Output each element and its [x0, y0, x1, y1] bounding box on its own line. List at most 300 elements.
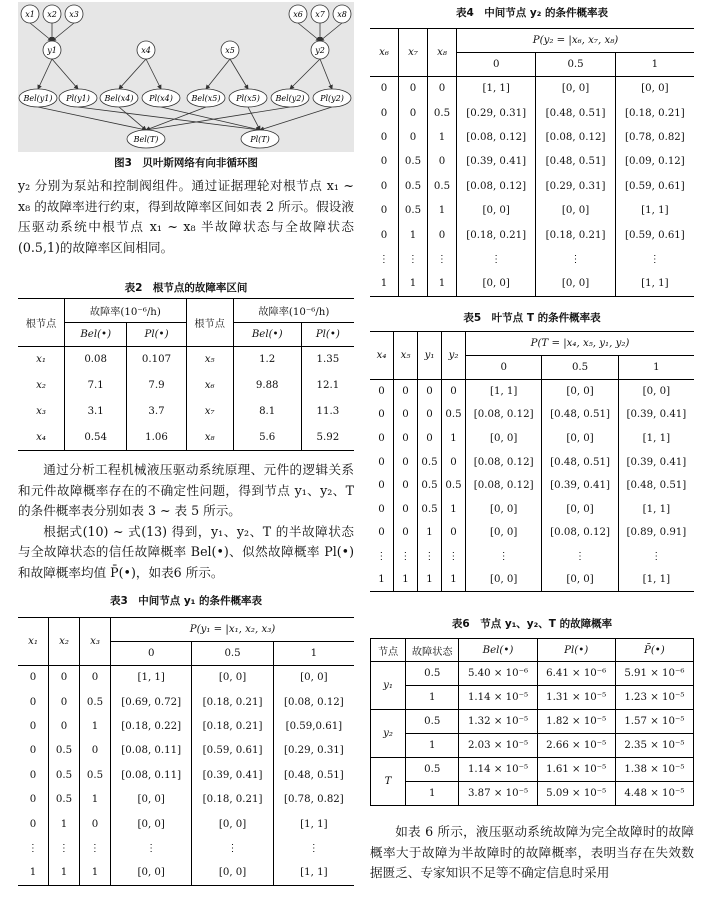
table-row: [370, 272, 694, 296]
table-cell: 4.48 × 10⁻⁵: [615, 782, 693, 806]
node-label: Bel(y1): [23, 94, 53, 103]
table-row: [371, 710, 694, 734]
header-root: 根节点: [25, 319, 57, 330]
paragraph-text: 通过分析工程机械液压驱动系统原理、元件的逻辑关系和元件故障概率存在的不确定性问题，得到节点 y₁、y₂、T 的条件概率表分别如表 3 ~ 表 5 所示。: [18, 462, 354, 518]
table-cell: [0, 0]: [192, 666, 273, 690]
table-cell: 7.1: [65, 373, 127, 399]
header-cell: Bel(•): [482, 644, 514, 656]
table-cell: 0: [428, 223, 457, 247]
node-label: x3: [69, 10, 79, 19]
table-cell: [0.39, 0.41]: [542, 474, 618, 498]
table-cell: 0: [399, 125, 428, 149]
table-row: [370, 380, 694, 404]
table-cell: [0.59,0.61]: [273, 714, 354, 738]
table-cell: [1, 1]: [618, 427, 694, 451]
table-cell: [0.29, 0.31]: [273, 739, 354, 763]
table-row: [371, 734, 694, 758]
table-cell: 1: [428, 198, 457, 222]
table-cell: 1: [399, 272, 428, 296]
table-cell: ⋮: [536, 247, 615, 271]
header-cell: P̄(•): [643, 644, 665, 656]
table-cell: 1: [406, 734, 459, 758]
table-cell: 0.5: [428, 101, 457, 125]
table-cell: 1: [442, 427, 466, 451]
table-cell: 1: [29, 867, 37, 879]
table-cell: [0, 0]: [457, 198, 536, 222]
var-header: x₃: [90, 636, 100, 647]
table-cell: 0.5: [399, 150, 428, 174]
table-cell: 11.3: [301, 399, 354, 425]
table-cell: 1: [49, 812, 80, 836]
table-cell: [0.08, 0.12]: [273, 690, 354, 714]
table-cell: 0: [378, 527, 385, 539]
table-cell: 0: [399, 101, 428, 125]
table-cell: 0: [428, 150, 457, 174]
table-cell: 0: [428, 77, 457, 101]
table-cell: [0.08, 0.12]: [466, 403, 542, 427]
table-cell: [0, 0]: [542, 380, 618, 404]
table-cell: [0, 0]: [466, 521, 542, 545]
network-node: [142, 89, 180, 107]
node-label: Pl(T): [250, 135, 270, 144]
table-cell: [0, 0]: [466, 427, 542, 451]
table-cell: 0: [29, 696, 37, 708]
table-cell: [0.09, 0.12]: [615, 150, 694, 174]
table-cell: 1: [442, 568, 466, 592]
table-cell: 0: [394, 521, 418, 545]
node-label: y2: [315, 46, 325, 55]
table-cell: [0.48, 0.51]: [273, 763, 354, 787]
table-cell: 0: [394, 427, 418, 451]
network-node: [43, 41, 61, 59]
table6-caption: 表6 节点 y₁、y₂、T 的故障概率: [451, 618, 613, 630]
table-cell: x₃: [36, 406, 46, 417]
table2: [18, 298, 354, 451]
table-cell: [0.48, 0.51]: [536, 101, 615, 125]
table-cell: 0: [394, 450, 418, 474]
header-rate: 故障率(10⁻⁶/h): [65, 299, 187, 323]
node-label: Bel(T): [133, 135, 159, 144]
var-header: x₆: [379, 47, 389, 58]
table-cell: 0: [418, 427, 442, 451]
table-cell: [0, 0]: [111, 787, 192, 811]
table-cell: [0.08, 0.12]: [457, 125, 536, 149]
table-cell: [0.69, 0.72]: [111, 690, 192, 714]
paragraph-text: 如表 6 所示，液压驱动系统故障为完全故障时的故障概率大于故障为半故障时的故障概率，表明当存在失效数据匮乏、专家知识不足等不确定信息时采用: [370, 824, 694, 880]
table-cell: 0: [394, 497, 418, 521]
table-row: [18, 666, 354, 690]
table-cell: [0.48, 0.51]: [542, 450, 618, 474]
table-row: [371, 782, 694, 806]
table-cell: 0: [380, 107, 388, 119]
figure-caption: 图3 贝叶斯网络有向非循环图: [114, 157, 258, 169]
table-cell: 1: [442, 497, 466, 521]
table-cell: 1: [418, 568, 442, 592]
table-cell: 0: [394, 474, 418, 498]
table-cell: ⋮: [399, 247, 428, 271]
table-cell: 1: [49, 861, 80, 885]
table-cell: [0.48, 0.51]: [618, 474, 694, 498]
table-cell: 0: [80, 666, 111, 690]
table-cell: 0.5: [49, 763, 80, 787]
table-cell: 0: [380, 205, 388, 217]
table-cell: 0: [378, 409, 385, 421]
table-cell: [0.18, 0.21]: [192, 690, 273, 714]
table-cell: 0: [418, 380, 442, 404]
table-cell: 0: [442, 380, 466, 404]
node-label: x5: [225, 46, 235, 55]
table-cell: [0.59, 0.61]: [192, 739, 273, 763]
var-header: x₈: [437, 47, 447, 58]
table-cell: 0: [378, 432, 385, 444]
table-cell: [1, 1]: [615, 198, 694, 222]
state-header: 0.5: [536, 53, 615, 77]
table-cell: 1.31 × 10⁻⁵: [537, 686, 615, 710]
table-row: [370, 198, 694, 222]
table-cell: 0.54: [65, 425, 127, 451]
table-cell: 8.1: [233, 399, 301, 425]
table-cell: [0.59, 0.61]: [615, 174, 694, 198]
table-row: [18, 812, 354, 836]
table-cell: [0.18, 0.21]: [192, 787, 273, 811]
node-label: x4: [141, 46, 151, 55]
table-cell: 1.61 × 10⁻⁵: [537, 758, 615, 782]
table-row: [370, 521, 694, 545]
table-cell: 0: [394, 380, 418, 404]
node-label: x8: [337, 10, 347, 19]
table-cell: [1, 1]: [466, 380, 542, 404]
paragraph-text: 根据式(10) ~ 式(13) 得到，y₁、y₂、T 的半故障状态与全故障状态的信任故障概率 Bel(•)、似然故障概率 Pl(•) 和故障概率均值 P̄(•)，如表6 所示。: [18, 523, 354, 580]
table-cell: 1.06: [127, 425, 186, 451]
table-cell: [0, 0]: [615, 77, 694, 101]
header-bel: Bel(•): [251, 329, 283, 340]
network-node: [229, 89, 267, 107]
table-row: [371, 758, 694, 782]
table-cell: 0.5: [418, 450, 442, 474]
table-row: [370, 125, 694, 149]
node-label: Pl(x4): [149, 94, 173, 103]
table-cell: 0.08: [65, 347, 127, 373]
paragraph-text: y₂ 分别为泵站和控制阀组件。通过证据理轮对根节点 x₁ ~ x₈ 的故障率进行约束，得到故障率区间如表 2 所示。假设液压驱动系统中根节点 x₁ ~ x₈ 半故障状态与全故障状态(0.5,1)的故障率区间相同。: [18, 178, 354, 255]
node-label: Pl(y2): [320, 94, 344, 103]
header-pl: Pl(•): [315, 329, 340, 340]
var-header: x₇: [408, 47, 418, 58]
table-cell: 0: [442, 450, 466, 474]
table-cell: [1, 1]: [273, 861, 354, 885]
state-header: 1: [273, 642, 354, 666]
table-cell: 6.41 × 10⁻⁶: [537, 662, 615, 686]
network-node: [333, 5, 351, 23]
table-cell: 5.91 × 10⁻⁶: [615, 662, 693, 686]
table-cell: 3.87 × 10⁻⁵: [459, 782, 537, 806]
var-header: y₂: [448, 350, 459, 361]
header-bel: Bel(•): [80, 329, 112, 340]
table-cell: 0.5: [442, 403, 466, 427]
table-cell: 1: [406, 782, 459, 806]
table-row: [370, 497, 694, 521]
table-cell: 0: [29, 769, 37, 781]
table-cell: 0: [380, 229, 388, 241]
table-cell: 1: [378, 574, 385, 586]
node-label: Bel(x4): [104, 94, 134, 103]
var-header: x₁: [28, 636, 38, 647]
table-cell: [1, 1]: [273, 812, 354, 836]
table-cell: 0: [378, 456, 385, 468]
table-cell: 0: [29, 818, 37, 830]
table-row: [370, 150, 694, 174]
network-node: [43, 5, 61, 23]
table-cell: 0: [29, 720, 37, 732]
table-cell: 0.5: [418, 497, 442, 521]
table-cell: ⋮: [376, 550, 387, 562]
table-row: [370, 427, 694, 451]
node-label: x6: [293, 10, 303, 19]
table-row: [370, 223, 694, 247]
table-cell: [0, 0]: [466, 568, 542, 592]
table-row: [370, 450, 694, 474]
table-cell: 1.23 × 10⁻⁵: [615, 686, 693, 710]
table-cell: [0.59, 0.61]: [615, 223, 694, 247]
node-label: x7: [315, 10, 325, 19]
table-row: [370, 101, 694, 125]
table-cell: 1: [394, 568, 418, 592]
table-cell: [0.08, 0.12]: [536, 125, 615, 149]
table-cell: 1.32 × 10⁻⁵: [459, 710, 537, 734]
table-cell: ⋮: [378, 253, 390, 265]
paragraph-intro: [18, 176, 354, 258]
table-cell: [0, 0]: [618, 380, 694, 404]
table-cell: 5.6: [233, 425, 301, 451]
table-cell: [0.89, 0.91]: [618, 521, 694, 545]
table-cell: [0.18, 0.21]: [457, 223, 536, 247]
table-cell: ⋮: [418, 545, 442, 569]
table-cell: 0.5: [49, 739, 80, 763]
table-cell: 0: [418, 403, 442, 427]
header-cell: Pl(•): [564, 644, 589, 656]
table-cell: [0.39, 0.41]: [618, 403, 694, 427]
table-cell: [0, 0]: [192, 861, 273, 885]
node-cell: y₁: [383, 680, 393, 691]
table-cell: 1: [399, 223, 428, 247]
var-header: x₅: [400, 350, 411, 361]
table-cell: 1.35: [301, 347, 354, 373]
table-cell: 5.92: [301, 425, 354, 451]
table-cell: 0: [442, 521, 466, 545]
table-cell: [0.48, 0.51]: [536, 150, 615, 174]
table-cell: 1: [80, 787, 111, 811]
table-row: [18, 425, 354, 451]
table-cell: 1: [380, 278, 388, 290]
table5-caption: 表5 叶节点 T 的条件概率表: [463, 312, 601, 324]
table-cell: 0.5: [442, 474, 466, 498]
table-row: [371, 686, 694, 710]
network-node: [221, 41, 239, 59]
table-cell: [0.08, 0.11]: [111, 739, 192, 763]
table-row: [18, 836, 354, 860]
table-cell: [0.18, 0.22]: [111, 714, 192, 738]
table-cell: [0.18, 0.21]: [192, 714, 273, 738]
table-cell: ⋮: [442, 545, 466, 569]
table-cell: 1.14 × 10⁻⁵: [459, 758, 537, 782]
table-cell: [0.08, 0.12]: [457, 174, 536, 198]
table-cell: 1.14 × 10⁻⁵: [459, 686, 537, 710]
table-cell: 0.107: [127, 347, 186, 373]
header-cell: 节点: [377, 646, 399, 658]
table-cell: [0.39, 0.41]: [457, 150, 536, 174]
table-cell: 5.09 × 10⁻⁵: [537, 782, 615, 806]
table-cell: x₂: [36, 380, 46, 391]
table-row: [18, 690, 354, 714]
table-cell: [0.48, 0.51]: [542, 403, 618, 427]
state-header: 0: [457, 53, 536, 77]
state-header: 1: [615, 53, 694, 77]
table-row: [370, 247, 694, 271]
table-cell: [0, 0]: [536, 77, 615, 101]
header-rate: 故障率(10⁻⁶/h): [233, 299, 354, 323]
table-cell: [1, 1]: [618, 497, 694, 521]
table-row: [370, 403, 694, 427]
table-cell: [0.08, 0.12]: [542, 521, 618, 545]
table-row: [18, 347, 354, 373]
table-cell: [0.18, 0.21]: [615, 101, 694, 125]
table-cell: x₅: [204, 354, 215, 366]
table-cell: ⋮: [457, 247, 536, 271]
table-cell: ⋮: [615, 247, 694, 271]
table-row: [18, 714, 354, 738]
table-row: [18, 739, 354, 763]
table-cell: 0: [394, 403, 418, 427]
table-cell: [1, 1]: [457, 77, 536, 101]
table-cell: 5.40 × 10⁻⁶: [459, 662, 537, 686]
network-node: [289, 5, 307, 23]
bayesian-network-figure: [18, 2, 354, 152]
table-cell: [0.39, 0.41]: [192, 763, 273, 787]
network-node: [19, 89, 57, 107]
table-cell: ⋮: [466, 545, 542, 569]
table3: [18, 617, 354, 886]
network-node: [241, 130, 279, 148]
table-cell: 2.35 × 10⁻⁵: [615, 734, 693, 758]
table-cell: [0, 0]: [111, 861, 192, 885]
network-node: [311, 41, 329, 59]
table-cell: 0: [380, 131, 388, 143]
table4-caption: 表4 中间节点 y₂ 的条件概率表: [455, 7, 609, 19]
table4: [370, 28, 694, 297]
node-label: x2: [47, 10, 57, 19]
table-row: [18, 373, 354, 399]
table-cell: [1, 1]: [111, 666, 192, 690]
table-cell: 0: [380, 83, 388, 95]
table-cell: 1: [428, 272, 457, 296]
table-row: [18, 787, 354, 811]
table-cell: 1.82 × 10⁻⁵: [537, 710, 615, 734]
table-row: [18, 763, 354, 787]
table-cell: 0.5: [80, 763, 111, 787]
table-cell: 0.5: [406, 710, 459, 734]
table-cell: [0, 0]: [542, 568, 618, 592]
table-cell: [0, 0]: [542, 427, 618, 451]
table-cell: x₆: [204, 380, 215, 391]
table-cell: x₁: [36, 354, 46, 366]
table-cell: [1, 1]: [618, 568, 694, 592]
table-cell: [0.39, 0.41]: [618, 450, 694, 474]
table-cell: [0, 0]: [536, 272, 615, 296]
table-cell: [0, 0]: [542, 497, 618, 521]
table-cell: 0: [378, 480, 385, 492]
table-cell: 2.66 × 10⁻⁵: [537, 734, 615, 758]
table-row: [370, 474, 694, 498]
table-row: [18, 399, 354, 425]
table-cell: [0.08, 0.12]: [466, 474, 542, 498]
table-cell: 0: [80, 812, 111, 836]
table5: [370, 331, 694, 592]
table-cell: 0.5: [428, 174, 457, 198]
table-cell: [0.78, 0.82]: [273, 787, 354, 811]
paragraph-conclusion: [370, 822, 694, 884]
table-cell: ⋮: [192, 836, 273, 860]
node-label: Pl(x5): [236, 94, 260, 103]
network-node: [21, 5, 39, 23]
network-node: [311, 5, 329, 23]
table-cell: 0.5: [399, 174, 428, 198]
table-cell: x₄: [36, 431, 46, 443]
table-cell: 0: [380, 156, 388, 168]
state-header: 0.5: [542, 356, 618, 380]
table-cell: 3.7: [127, 399, 186, 425]
table-cell: 0: [378, 503, 385, 515]
table-cell: ⋮: [542, 545, 618, 569]
state-header: 0: [111, 642, 192, 666]
table-cell: 3.1: [65, 399, 127, 425]
table2-caption: 表2 根节点的故障率区间: [124, 282, 248, 294]
node-label: Pl(y1): [66, 94, 90, 103]
node-label: x1: [25, 10, 35, 19]
table-cell: 0: [49, 690, 80, 714]
table-cell: [0.29, 0.31]: [536, 174, 615, 198]
table-cell: [0, 0]: [192, 812, 273, 836]
table-cell: 0.5: [406, 662, 459, 686]
state-header: 0.5: [192, 642, 273, 666]
var-header: y₁: [424, 350, 435, 361]
paragraph-analysis: [18, 460, 354, 583]
table-cell: [0.18, 0.21]: [536, 223, 615, 247]
header-pl: Pl(•): [144, 329, 169, 340]
table-cell: [0, 0]: [536, 198, 615, 222]
network-node: [137, 41, 155, 59]
table-row: [370, 174, 694, 198]
state-header: 0: [466, 356, 542, 380]
table-cell: 0: [378, 386, 385, 398]
table-row: [370, 77, 694, 101]
table-cell: 1: [80, 861, 111, 885]
node-label: Bel(y2): [275, 94, 305, 103]
table-cell: 0.5: [399, 198, 428, 222]
table-row: [18, 861, 354, 885]
table-cell: [0.78, 0.82]: [615, 125, 694, 149]
var-header: x₂: [59, 636, 69, 647]
table-cell: ⋮: [27, 842, 39, 854]
table-cell: 0.5: [406, 758, 459, 782]
network-node: [271, 89, 309, 107]
table-cell: x₇: [204, 406, 215, 417]
table-cell: [0, 0]: [111, 812, 192, 836]
table-cell: [0.29, 0.31]: [457, 101, 536, 125]
table-cell: 1.2: [233, 347, 301, 373]
table-cell: x₈: [204, 431, 215, 443]
table-cell: [0, 0]: [273, 666, 354, 690]
network-node: [100, 89, 138, 107]
network-node: [65, 5, 83, 23]
